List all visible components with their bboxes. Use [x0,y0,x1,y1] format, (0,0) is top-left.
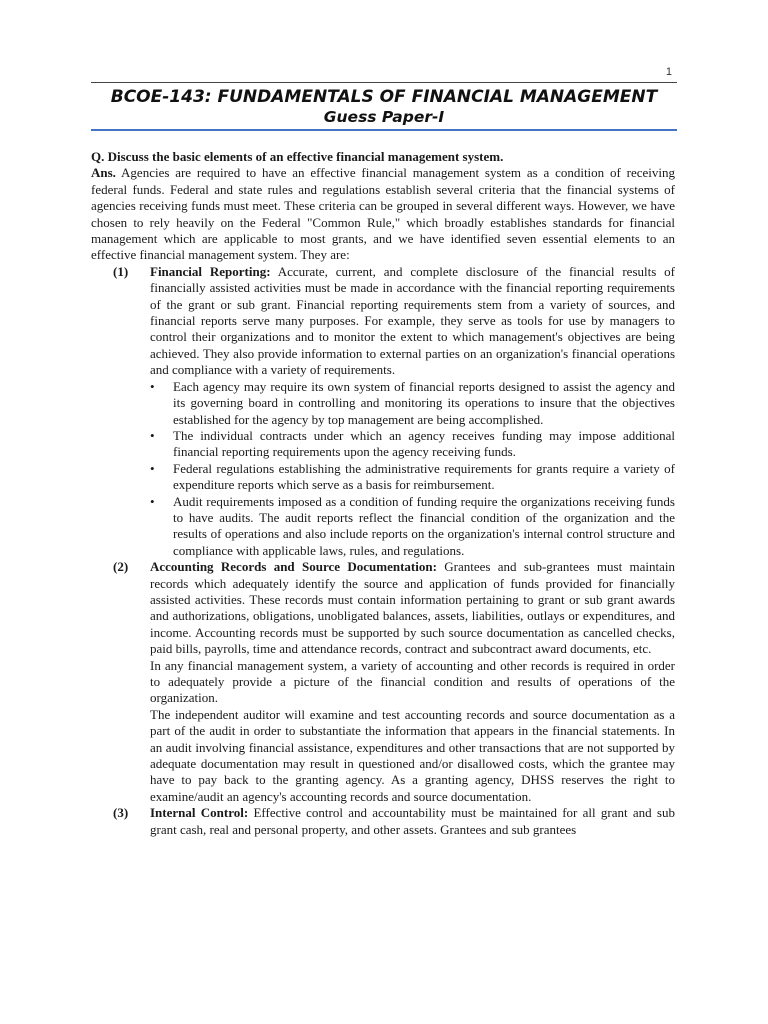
item-paragraph [150,559,675,657]
bullet-item [150,379,675,428]
bullet-icon: • [150,493,155,509]
answer-intro-text: Agencies are required to have an effective financial management system as a condition of receiving federal funds. Federal and state rules and regulations establish several criteria that the financial systems of agencies receiving funds must meet. These criteria can be grouped in several different ways. However, we have chosen to rely heavily on the Federal "Common Rule," which broadly establishes standards for financial management which are applicable to most grants, and we have identified seven essential elements to an effective financial management system. They are: [91,165,675,263]
item-paragraph [150,264,675,379]
bullet-text: Audit requirements imposed as a condition of funding require the organizations receiving funds to have audits. The audit reports reflect the financial condition of the organization and the results of operations and also include reports on the organization's internal control structure and compliance with applicable laws, rules, and regulations. [173,493,675,558]
bullet-text: Federal regulations establishing the administrative requirements for grants require a variety of expenditure reports which serve as a basis for reimbursement. [173,460,675,493]
header-bottom-rule [91,129,677,131]
document-subtitle: Guess Paper-I [323,108,445,126]
item-heading: Internal Control: [150,805,249,821]
item-paragraph [150,805,675,838]
page-number: 1 [665,66,672,78]
bullet-text: The individual contracts under which an agency receives funding may impose additional financial reporting requirements upon the agency receiving funds. [173,427,675,460]
item-paragraph-text: Effective control and accountability must be maintained for all grant and sub grant cash, real and personal property, and other assets. Grantees and sub grantees [150,805,675,837]
bullet-list [150,379,675,559]
bullet-item [150,428,675,461]
answer-prefix: Ans. [91,165,116,181]
answer-intro [91,165,675,263]
element-item-1 [91,264,675,559]
document-title: BCOE-143: FUNDAMENTALS OF FINANCIAL MANAGEMENT [110,87,658,107]
item-heading: Accounting Records and Source Documentation: [150,559,437,575]
item-number: (2) [113,559,129,575]
document-body [91,149,675,838]
bullet-item [150,494,675,560]
element-item-2 [91,559,675,805]
bullet-text: Each agency may require its own system of financial reports designed to assist the agency and its governing board in controlling and monitoring its operations to insure that the objectives established for the agency by top management are being accomplished. [173,378,675,427]
item-heading: Financial Reporting: [150,263,271,279]
item-number: (1) [113,263,129,279]
item-paragraph: The independent auditor will examine and test accounting records and source documentation as a part of the audit in order to substantiate the information that appears in the financial statements. In an audit involving financial assistance, expenditures and other transactions that are not supported by adequate documentation may result in questioned and/or disallowed costs, which the grantee may have to pay back to the granting agency. As a granting agency, DHSS reserves the right to examine/audit an agency's accounting records and source documentation. [150,706,675,804]
item-paragraph-text: Grantees and sub-grantees must maintain records which adequately identify the source and application of funds provided for financially assisted activities. These records must contain information pertaining to grant or sub grant awards and authorizations, obligations, unobligated balances, assets, liabilities, outlays or expenditures, and income. Accounting records must be supported by such source documentation as cancelled checks, paid bills, payrolls, time and attendance records, contract and subcontract award documents, etc. [150,559,676,657]
bullet-icon: • [150,378,155,394]
bullet-icon: • [150,460,155,476]
bullet-icon: • [150,427,155,443]
item-paragraph-text: Accurate, current, and complete disclosure of the financial results of financially assisted activities must be made in accordance with the financial reporting requirements of the grant or sub grant. Financial reporting requirements stem from a variety of sources, and financial reports serve many purposes. For example, they serve as tools for use by managers to control their organizations and to monitor the extent to which management's objectives are being achieved. They also provide information to external parties on an organization's financial operations and compliance with a variety of requirements. [150,263,675,378]
bullet-item [150,461,675,494]
document-header [91,87,677,127]
header-top-rule [91,82,677,83]
element-item-3 [91,805,675,838]
question-text: Q. Discuss the basic elements of an effective financial management system. [91,149,504,164]
item-number: (3) [113,805,129,821]
item-paragraph: In any financial management system, a variety of accounting and other records is required in order to adequately provide a picture of the financial condition and results of operations of the organization. [150,657,675,706]
